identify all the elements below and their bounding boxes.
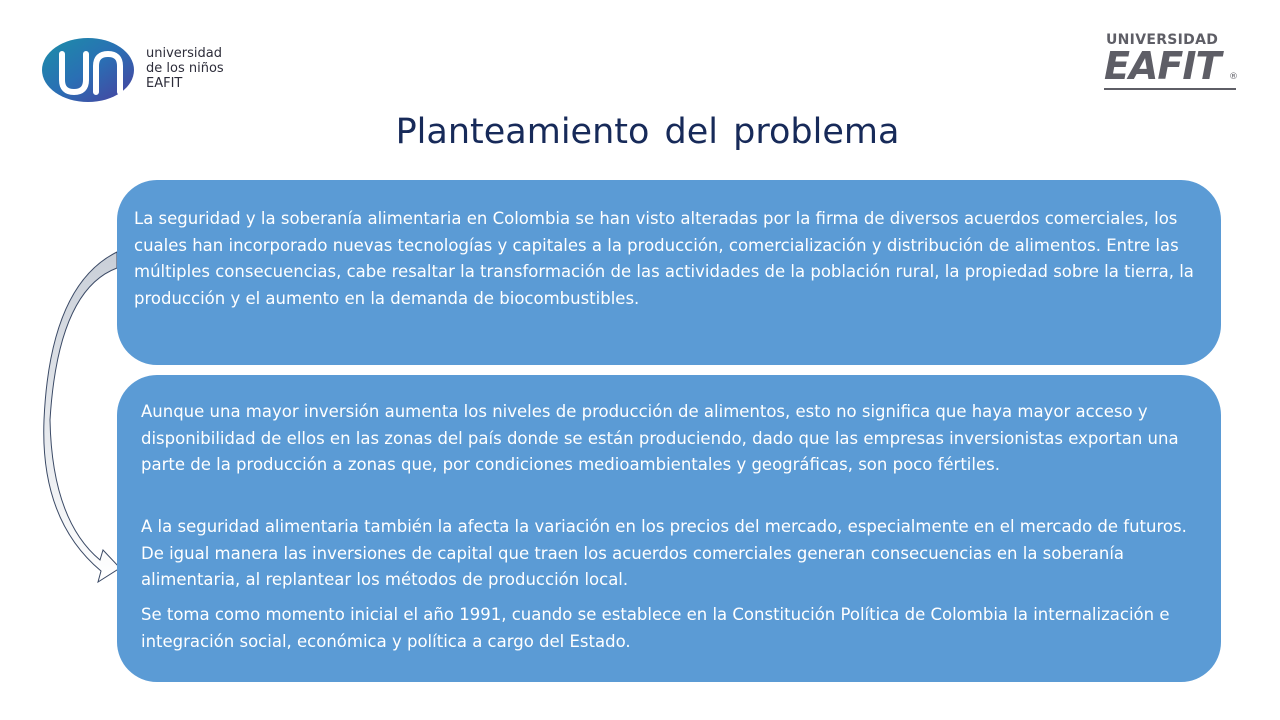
page-title: Planteamiento del problema [395, 112, 900, 152]
box2-paragraph-1: Aunque una mayor inversión aumenta los niveles de producción de alimentos, esto no significa que haya mayor acceso y disponibilidad de ellos en las zonas del país donde se están produciendo, dado que las empresas inversionistas exportan una parte de la producción a zonas que, por condiciones medioambientales y geográficas, son poco fértiles. [141, 402, 1179, 474]
problem-statement-box-2 [117, 375, 1221, 682]
logo-left-line3: EAFIT [146, 76, 183, 91]
box1-text: La seguridad y la soberanía alimentaria en Colombia se han visto alteradas por la firma de diversos acuerdos comerciales, los cuales han incorporado nuevas tecnologías y capitales a la producción, comercialización y distribución de alimentos. Entre las múltiples consecuencias, cabe resaltar la transformación de las actividades de la población rural, la propiedad sobre la tierra, la producción y el aumento en la demanda de biocombustibles. [134, 209, 1194, 308]
logo-right-line2: EAFIT [1104, 44, 1221, 88]
box2-paragraph-3: Se toma como momento inicial el año 1991, cuando se establece en la Constitución Política de Colombia la internalización e integración social, económica y política a cargo del Estado. [141, 605, 1170, 651]
logo-left-line1: universidad [146, 46, 222, 61]
registered-mark: ® [1229, 72, 1238, 82]
problem-statement-box-1 [117, 180, 1221, 365]
logo-right-line1: UNIVERSIDAD [1106, 32, 1219, 48]
logo-left-line2: de los niños [146, 61, 224, 76]
box2-paragraph-2: A la seguridad alimentaria también la afecta la variación en los precios del mercado, especialmente en el mercado de futuros. De igual manera las inversiones de capital que traen los acuerdos comerciales generan consecuencias en la soberanía alimentaria, al replantear los métodos de producción local. [141, 517, 1187, 589]
